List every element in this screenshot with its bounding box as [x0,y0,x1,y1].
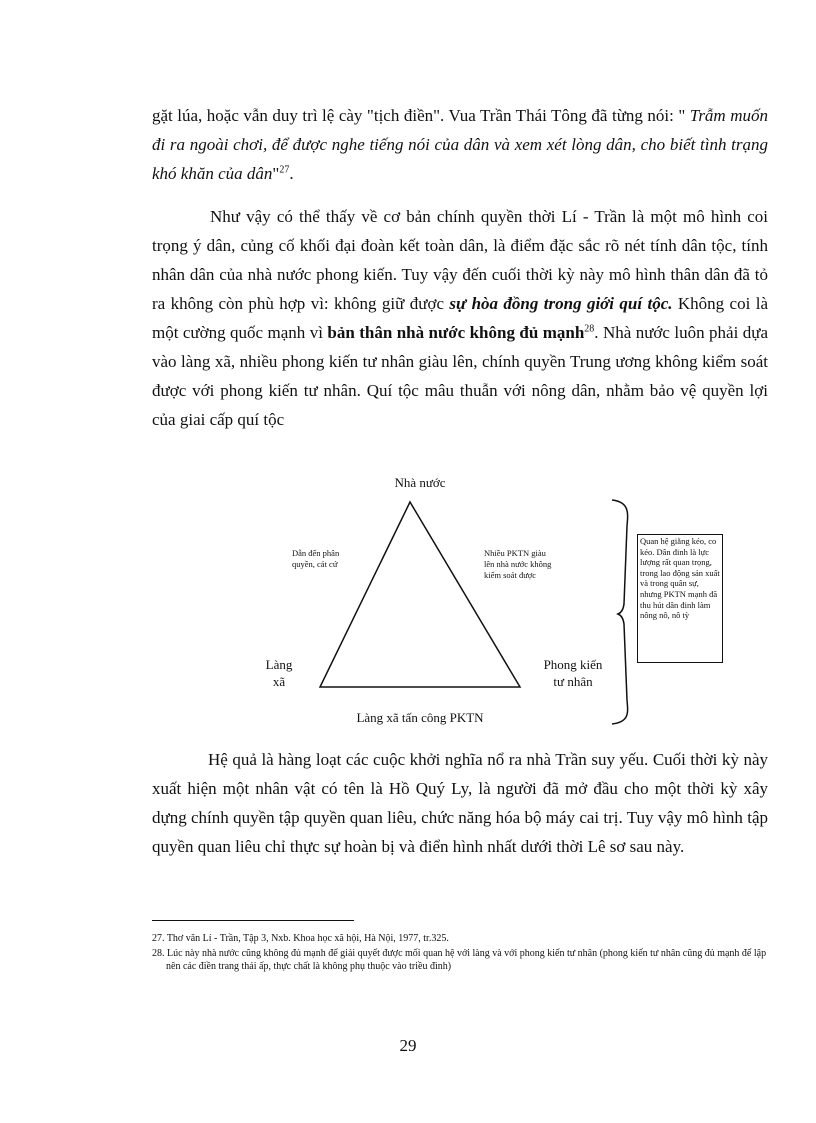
paragraph-2-text-3: . Nhà nước luôn phải dựa vào làng xã, nhiều phong kiến tư nhân giàu lên, chính quyền Trung ương không kiểm soát được với phong kiến tư nhân. Quí tộc mâu thuẫn với nông dân, nhằm bảo vệ quyền lợi của giai cấp quí tộc [152,323,769,429]
edge-right-line3: kiểm soát được [484,570,537,580]
paragraph-1-text: gặt lúa, hoặc vẫn duy trì lệ cày "tịch điền". Vua Trần Thái Tông đã từng nói: " [152,106,686,125]
node-pktn-line1: Phong kiến [543,657,603,672]
triangle-shape [320,502,520,687]
paragraph-2-text: Như vậy có thể thấy về cơ bản chính quyền thời Lí - Trần là một mô hình coi trọng ý dân, củng cố khối đại đoàn kết toàn dân, là điểm đặc sắc rõ nét tính dân tộc, tính nhân dân của nhà nước phong kiến. Tuy vậy đến cuối thời kỳ này mô hình thân dân đã tỏ ra không còn phù hợp vì: không giữ được [152,207,768,313]
edge-right-line2: lên nhà nước không [484,559,552,569]
edge-right-label [484,548,604,581]
node-lang-xa-line2: xã [272,674,286,689]
node-pktn-line2: tư nhân [553,674,593,689]
paragraph-2 [152,202,768,434]
node-phong-kien-tu-nhan [524,656,622,690]
edge-bottom-label: Làng xã tấn công PKTN [356,710,484,725]
paragraph-1 [152,101,768,188]
edge-left-label [292,548,382,570]
relationship-diagram [230,470,650,730]
node-lang-xa [245,656,313,690]
footnote-28: 28. Lúc này nhà nước cũng không đủ mạnh để giải quyết được mối quan hệ với làng và với phong kiến tư nhân (phong kiến tư nhân cũng đủ mạnh để lập nên các điền trang thái ấp, thực chất là không phụ thuộc vào triều đình) [152,948,767,972]
annotation-box: Quan hệ giằng kéo, co kéo. Dân đinh là lực lượng rất quan trọng, trong lao động sản xuất và trong quân sự, nhưng PKTN mạnh đã thu hút dân đinh làm nông nô, nô tỳ [637,534,723,663]
footnote-ref-28[interactable]: 28 [584,323,595,335]
emphasis-bold: bản thân nhà nước không đủ mạnh [327,323,585,342]
edge-left-line2: quyền, cát cứ [292,559,338,569]
paragraph-1-end: . [289,164,294,183]
emphasis-bold-italic: sự hòa đồng trong giới quí tộc. [449,294,673,313]
king-quote: Trẫm muốn đi ra ngoài chơi, để được nghe tiếng nói của dân và xem xét lòng dân, cho biết tình trạng khó khăn của dân [152,106,768,183]
edge-left-line1: Dẫn đến phân [292,548,340,558]
footnote-separator [152,920,354,921]
node-lang-xa-line1: Làng [265,657,293,672]
page-number: 29 [399,1036,417,1055]
quote-close: " [272,164,280,183]
node-nha-nuoc: Nhà nước [394,475,446,490]
edge-right-line1: Nhiều PKTN giàu [484,548,546,558]
footnote-ref-27[interactable]: 27 [279,164,290,176]
right-brace [612,500,628,724]
paragraph-3: Hệ quả là hàng loạt các cuộc khởi nghĩa nổ ra nhà Trần suy yếu. Cuối thời kỳ này xuất hiện một nhân vật có tên là Hồ Quý Ly, là người đã mở đầu cho một thời kỳ xây dựng chính quyền tập quyền quan liêu, chức năng hóa bộ máy cai trị. Tuy vậy mô hình tập quyền quan liêu chỉ thực sự hoàn bị và điển hình nhất dưới thời Lê sơ sau này. [152,750,768,856]
triangle-diagram-svg [230,470,650,730]
footnote-27: 27. Thơ văn Lí - Trần, Tập 3, Nxb. Khoa học xã hội, Hà Nội, 1977, tr.325. [152,933,449,944]
paragraph-2-text-2: Không coi là một cường quốc mạnh vì [152,294,768,342]
